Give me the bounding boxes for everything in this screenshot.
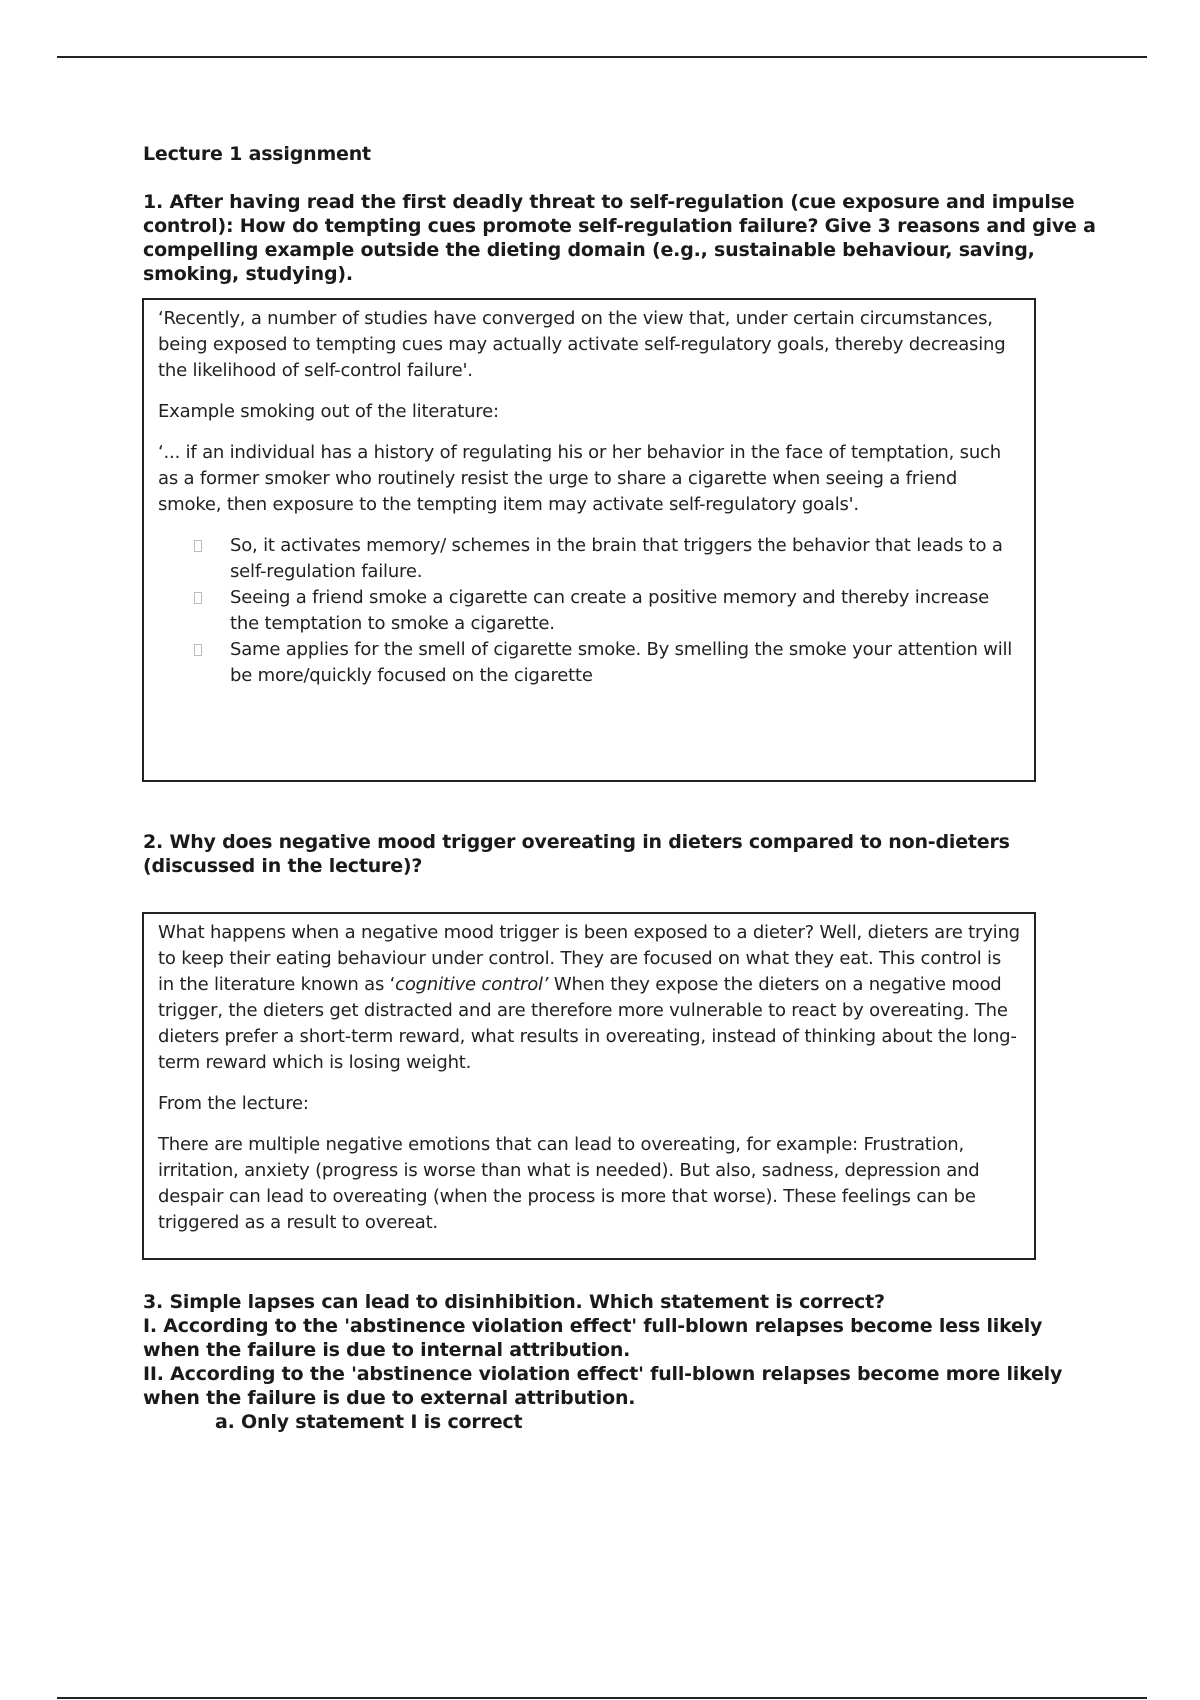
question-3-answer-option: a. Only statement I is correct — [215, 1411, 523, 1433]
question-2: 2. Why does negative mood trigger overeating in dieters compared to non-dieters (discussed in the lecture)? — [143, 831, 1010, 877]
answer-1-paragraph: ‘... if an individual has a history of regulating his or her behavior in the face of temptation, such as a former smoker who routinely resist the urge to share a cigarette when seeing a friend smoke, then exposure to the tempting item may activate self-regulatory goals'. — [158, 442, 1001, 515]
answer-2-text: When they expose the dieters on a negative mood trigger, the dieters get distracted and are therefore more vulnerable to react by overeating. The dieters prefer a short-term reward, what results in overeating, instead of thinking about the long-term reward which is losing weight. — [158, 974, 1017, 1073]
question-3-statement-i: I. According to the 'abstinence violation effect' full-blown relapses become less likely when the failure is due to internal attribution. — [143, 1315, 1043, 1361]
list-item-text: Seeing a friend smoke a cigarette can create a positive memory and thereby increase the temptation to smoke a cigarette. — [230, 587, 990, 634]
header-rule — [57, 56, 1147, 58]
question-3 — [143, 1290, 1103, 1434]
list-item — [194, 585, 1020, 637]
bullet-placeholder-icon — [194, 644, 202, 656]
answer-2-paragraph: There are multiple negative emotions that can lead to overeating, for example: Frustration, irritation, anxiety (progress is worse than what is needed). But also, sadness, depression and despair can lead to overeating (when the process is more that worse). These feelings can be triggered as a result to overeat. — [158, 1134, 980, 1233]
question-3-stem: 3. Simple lapses can lead to disinhibition. Which statement is correct? — [143, 1291, 885, 1313]
list-item — [194, 533, 1020, 585]
answer-1-paragraph: Example smoking out of the literature: — [158, 401, 499, 422]
footer-rule — [57, 1697, 1147, 1699]
answer-box-2 — [142, 912, 1036, 1260]
question-3-statement-ii: II. According to the 'abstinence violation effect' full-blown relapses become more likely when the failure is due to external attribution. — [143, 1363, 1063, 1409]
bullet-placeholder-icon — [194, 540, 202, 552]
answer-2-text: What happens when a negative mood trigger is been exposed to a dieter? Well, dieters are trying to keep their eating behaviour under control. They are focused on what they eat. This control is in the literature known as ‘ — [158, 922, 1020, 995]
answer-1-paragraph: ‘Recently, a number of studies have converged on the view that, under certain circumstances, being exposed to tempting cues may actually activate self-regulatory goals, thereby decreasing the likelihood of self-control failure'. — [158, 308, 1006, 381]
answer-box-1 — [142, 298, 1036, 782]
answer-2-paragraph — [158, 920, 1020, 1076]
list-item — [194, 637, 1020, 689]
answer-2-paragraph: From the lecture: — [158, 1093, 309, 1114]
bullet-placeholder-icon — [194, 592, 202, 604]
list-item-text: Same applies for the smell of cigarette smoke. By smelling the smoke your attention will be more/quickly focused on the cigarette — [230, 639, 1013, 686]
question-1: 1. After having read the first deadly threat to self-regulation (cue exposure and impulse control): How do tempting cues promote self-regulation failure? Give 3 reasons and give a compelling example outside the dieting domain (e.g., sustainable behaviour, saving, smoking, studying). — [143, 191, 1096, 285]
document-title: Lecture 1 assignment — [143, 143, 371, 165]
answer-2-italic-term: cognitive control’ — [395, 974, 549, 995]
list-item-text: So, it activates memory/ schemes in the brain that triggers the behavior that leads to a self-regulation failure. — [230, 535, 1003, 582]
answer-1-bullet-list — [158, 533, 1020, 689]
